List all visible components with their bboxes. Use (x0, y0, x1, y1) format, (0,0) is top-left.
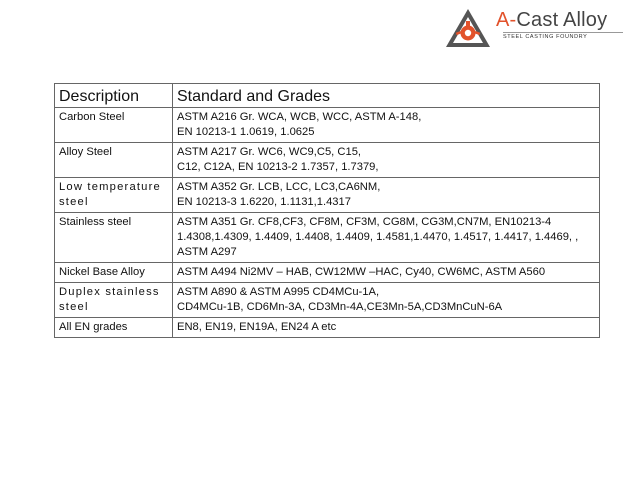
company-name-accent: A- (496, 9, 517, 31)
row-description: Low temperature steel (55, 178, 173, 213)
row-grades: ASTM A216 Gr. WCA, WCB, WCC, ASTM A-148, EN 10213-1 1.0619, 1.0625 (173, 108, 600, 143)
row-grades: ASTM A494 Ni2MV – HAB, CW12MW –HAC, Cy40, CW6MC, ASTM A560 (173, 263, 600, 283)
table-row (55, 283, 600, 318)
row-description: Alloy Steel (55, 143, 173, 178)
row-description: Duplex stainless steel (55, 283, 173, 318)
header-description: Description (55, 84, 173, 108)
row-description: Stainless steel (55, 213, 173, 263)
row-description: Nickel Base Alloy (55, 263, 173, 283)
row-grades: ASTM A217 Gr. WC6, WC9,C5, C15, C12, C12A, EN 10213-2 1.7357, 1.7379, (173, 143, 600, 178)
grades-table (54, 83, 600, 338)
row-grades: ASTM A352 Gr. LCB, LCC, LC3,CA6NM, EN 10213-3 1.6220, 1.1131,1.4317 (173, 178, 600, 213)
row-grades: EN8, EN19, EN19A, EN24 A etc (173, 318, 600, 338)
company-logo (441, 8, 631, 48)
row-description: Carbon Steel (55, 108, 173, 143)
table-row (55, 178, 600, 213)
company-name-rest: Cast Alloy (516, 9, 608, 31)
row-grades: ASTM A351 Gr. CF8,CF3, CF8M, CF3M, CG8M, CG3M,CN7M, EN10213-4 1.4308,1.4309, 1.4409, 1.4408, 1.4409, 1.4581,1.4470, 1.4517, 1.4417, 1.4469, , ASTM A297 (173, 213, 600, 263)
foundry-logo-icon (445, 8, 491, 48)
row-grades: ASTM A890 & ASTM A995 CD4MCu-1A, CD4MCu-1B, CD6Mn-3A, CD3Mn-4A,CE3Mn-5A,CD3MnCuN-6A (173, 283, 600, 318)
company-name (496, 8, 607, 32)
table-row (55, 108, 600, 143)
table-row (55, 318, 600, 338)
header-standard-grades: Standard and Grades (173, 84, 600, 108)
table-row (55, 263, 600, 283)
table-row (55, 143, 600, 178)
company-tagline: STEEL CASTING FOUNDRY (503, 32, 623, 41)
table-header-row (55, 84, 600, 108)
row-description: All EN grades (55, 318, 173, 338)
table-row (55, 213, 600, 263)
